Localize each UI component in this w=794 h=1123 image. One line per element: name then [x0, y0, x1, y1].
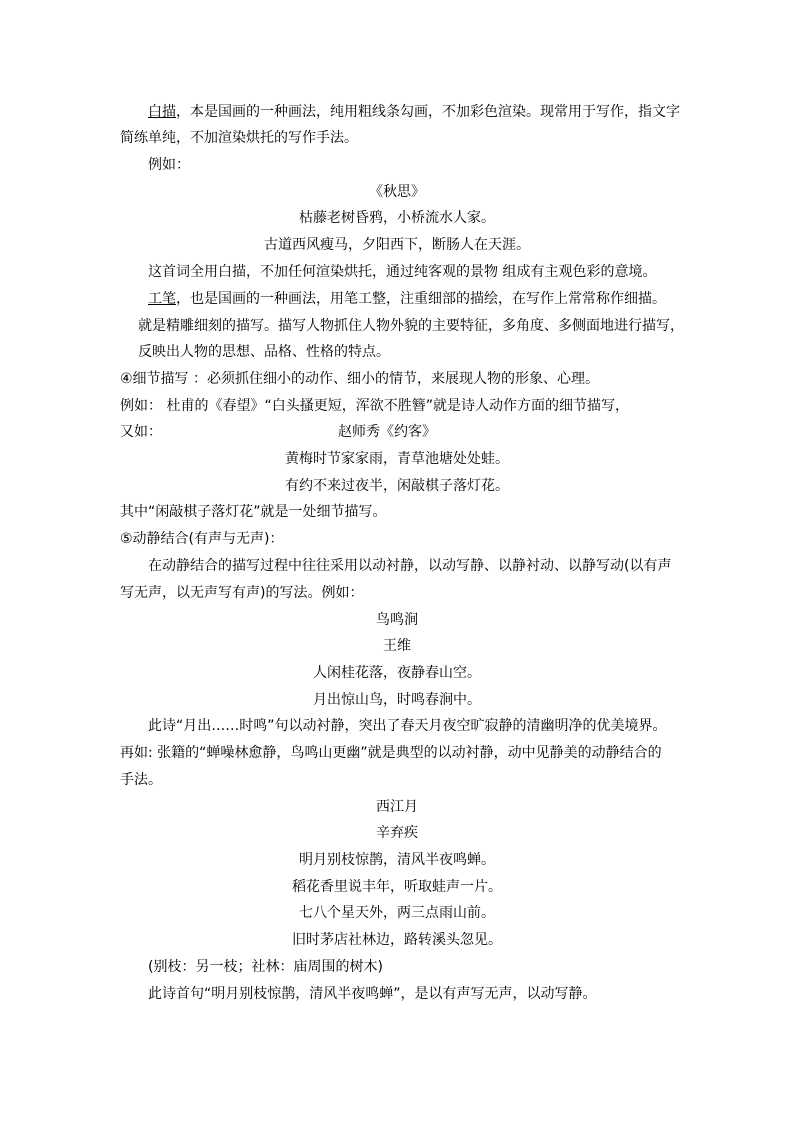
poem-line: 稻花香里说丰年，听取蛙声一片。 — [292, 879, 502, 895]
poem-line: 人闲桂花落，夜静春山空。 — [313, 665, 481, 681]
poem-line: 旧时茅店社林边，路转溪头忽见。 — [292, 932, 502, 948]
poem-author: 王维 — [383, 638, 411, 654]
poem-line: 七八个星天外，两三点雨山前。 — [299, 905, 495, 921]
gongbi-term: 工笔 — [148, 291, 176, 307]
poem-line: 明月别枝惊鹊，清风半夜鸣蝉。 — [299, 852, 495, 868]
poem-line: 古道西风瘦马，夕阳西下，断肠人在天涯。 — [264, 237, 530, 253]
poem-title: 西江月 — [376, 799, 418, 815]
annotation-note: (别枝：另一枝；社林：庙周围的树木) — [148, 959, 383, 975]
gongbi-para-line1: 工笔，也是国画的一种画法，用笔工整，注重细部的描绘，在写作上常常称作细描。 — [148, 291, 666, 307]
dongjing-intro-line1: 在动静结合的描写过程中往往采用以动衬静，以动写静、以静衬动、以静写动(以有声 — [148, 558, 672, 574]
dongjing-comment2-line1: 再如: 张籍的“蝉噪林愈静，鸟鸣山更幽”就是典型的以动衬静，动中见静美的动静结合的 — [120, 745, 662, 761]
poem-line: 黄梅时节家家雨，青草池塘处处蛙。 — [285, 451, 509, 467]
baimiao-comment: 这首词全用白描，不加任何渲染烘托，通过纯客观的景物 组成有主观色彩的意境。 — [148, 264, 657, 280]
poem-author: 辛弃疾 — [376, 825, 418, 841]
detail-heading: ④细节描写 ：必须抓住细小的动作、细小的情节，来展现人物的形象、心理。 — [120, 371, 599, 387]
poem-line: 有约不来过夜半，闲敲棋子落灯花。 — [285, 478, 509, 494]
dongjing-comment2-line2: 手法。 — [120, 772, 162, 788]
example-label: 例如： — [148, 157, 190, 173]
baimiao-para-line2: 简练单纯，不加渲染烘托的写作手法。 — [120, 130, 358, 146]
detail-conclusion: 其中“闲敲棋子落灯花”就是一处细节描写。 — [120, 504, 387, 520]
poem-line: 月出惊山鸟，时鸣春涧中。 — [313, 692, 481, 708]
dongjing-comment3: 此诗首句“明月别枝惊鹊，清风半夜鸣蝉”，是以有声写无声，以动写静。 — [148, 986, 597, 1002]
gongbi-para-line2: 就是精雕细刻的描写。描写人物抓住人物外貌的主要特征，多角度、多侧面地进行描写， — [138, 318, 684, 334]
dongjing-heading: ⑤动静结合(有声与无声)： — [120, 531, 284, 547]
dongjing-comment1: 此诗“月出……时鸣”句以动衬静，突出了春天月夜空旷寂静的清幽明净的优美境界。 — [148, 718, 667, 734]
dongjing-intro-line2: 写无声，以无声写有声)的写法。例如： — [120, 585, 364, 601]
poem-title: 鸟鸣涧 — [376, 612, 418, 628]
baimiao-term: 白描 — [148, 104, 176, 120]
poem-line: 枯藤老树昏鸦，小桥流水人家。 — [299, 210, 495, 226]
also-label: 又如： — [120, 424, 162, 440]
gongbi-para-line3: 反映出人物的思想、品格、性格的特点。 — [138, 344, 390, 360]
poem-title: 《秋思》 — [369, 184, 425, 200]
detail-example: 例如： 杜甫的《春望》“白头搔更短，浑欲不胜簪”就是诗人动作方面的细节描写， — [120, 398, 629, 414]
poem-title: 赵师秀《约客》 — [338, 424, 436, 440]
baimiao-para-line1: 白描，本是国画的一种画法，纯用粗线条勾画，不加彩色渲染。现常用于写作，指文字 — [148, 104, 680, 120]
